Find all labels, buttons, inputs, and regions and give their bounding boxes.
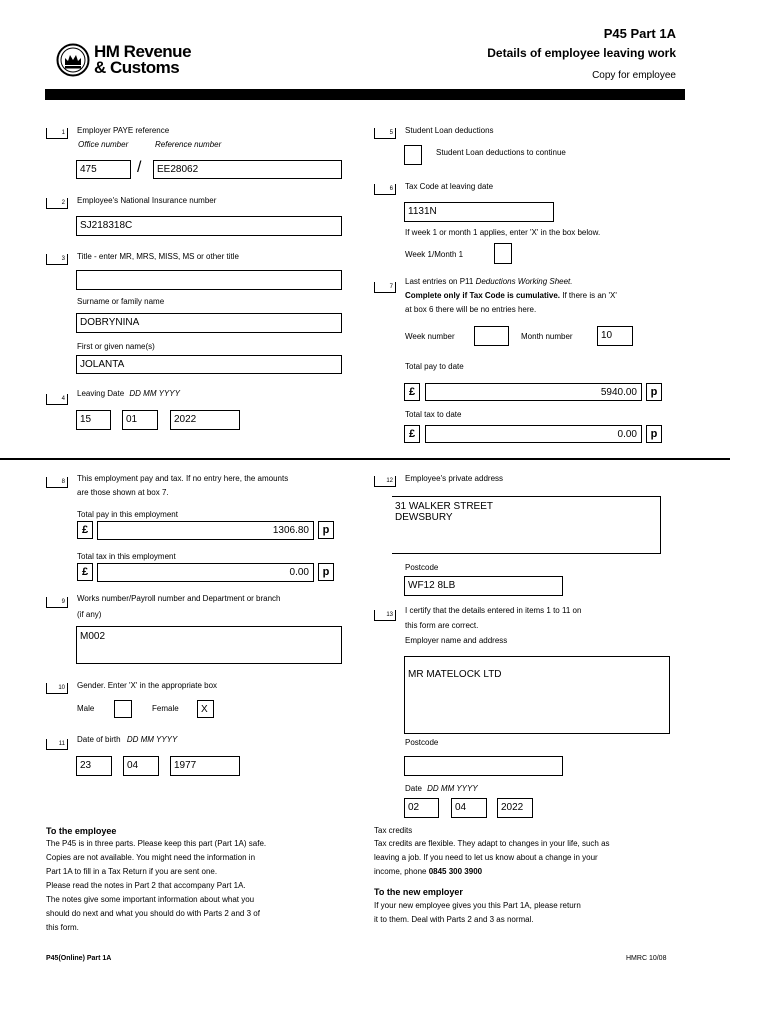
dob-text: Date of birth: [77, 735, 121, 744]
reference-number-label: Reference number: [155, 140, 222, 149]
employer-postcode-field[interactable]: [404, 756, 563, 776]
certify-year-field[interactable]: 2022: [497, 798, 533, 818]
box7-line1-a: Last entries on P11: [405, 277, 476, 286]
tax-credits-phone: 0845 300 3900: [428, 867, 483, 876]
tax-credits-heading: Tax credits: [374, 826, 413, 835]
month-number-field[interactable]: 10: [597, 326, 633, 346]
week1-month1-checkbox[interactable]: [494, 243, 512, 264]
box7-line1-b: Deductions Working Sheet.: [475, 277, 573, 286]
logo-line2: & Customs: [94, 58, 180, 77]
box-number-3: 3: [46, 254, 68, 265]
tax-to-date-pence: p: [646, 425, 662, 443]
total-tax-to-date-label: Total tax to date: [405, 410, 462, 419]
dob-label: [77, 735, 177, 745]
week-number-field[interactable]: [474, 326, 509, 346]
box-number-4: 4: [46, 394, 68, 405]
box9-line1: Works number/Payroll number and Department or branch: [77, 594, 281, 603]
student-loan-checkbox[interactable]: [404, 145, 422, 165]
week1-note: If week 1 or month 1 applies, enter 'X' in the box below.: [405, 228, 601, 237]
total-pay-to-date-label: Total pay to date: [405, 362, 464, 371]
hmrc-logo: [56, 43, 206, 79]
leaving-date-text: Leaving Date: [77, 389, 125, 398]
to-employee-line: The notes give some important information about what you: [46, 895, 255, 904]
ni-number-field[interactable]: SJ218318C: [76, 216, 342, 236]
box-number-7: 7: [374, 282, 396, 293]
leaving-date-format: DD MM YYYY: [129, 389, 180, 398]
ni-number-label: Employee's National Insurance number: [77, 196, 217, 205]
box-number-1: 1: [46, 128, 68, 139]
female-label: Female: [152, 704, 179, 713]
tax-credits-line: income, phone 0845 300 3900: [374, 867, 483, 876]
certify-date-text: Date: [405, 784, 422, 793]
pay-to-date-pence: p: [646, 383, 662, 401]
address-postcode-label: Postcode: [405, 563, 439, 572]
total-tax-employment-field[interactable]: 0.00: [97, 563, 314, 582]
total-pay-employment-label: Total pay in this employment: [77, 510, 178, 519]
to-employee-line: Part 1A to fill in a Tax Return if you are sent one.: [46, 867, 218, 876]
tax-to-date-currency: £: [404, 425, 420, 443]
week1-month1-label: Week 1/Month 1: [405, 250, 464, 259]
form-subtitle: Details of employee leaving work: [487, 46, 676, 60]
box7-line2-a: Complete only if Tax Code is cumulative.: [405, 291, 560, 300]
payroll-number-field[interactable]: M002: [76, 626, 342, 664]
title-field[interactable]: [76, 270, 342, 290]
employer-paye-label: Employer PAYE reference: [77, 126, 170, 135]
to-employee-line: this form.: [46, 923, 79, 932]
to-employee-heading: To the employee: [46, 826, 117, 836]
total-pay-to-date-field[interactable]: 5940.00: [425, 383, 642, 401]
leaving-date-label: [77, 389, 180, 399]
tax-credits-text: [374, 837, 714, 879]
leaving-month-field[interactable]: 01: [122, 410, 158, 430]
certify-date-label: [405, 784, 478, 794]
box-number-6: 6: [374, 184, 396, 195]
pay-employment-pence: p: [318, 521, 334, 539]
office-number-label: Office number: [78, 140, 129, 149]
crown-crest-icon: [56, 43, 90, 77]
private-address-field[interactable]: 31 WALKER STREET DEWSBURY: [392, 496, 661, 554]
to-employee-text: [46, 837, 356, 935]
office-number-field[interactable]: 475: [76, 160, 131, 179]
surname-field[interactable]: DOBRYNINA: [76, 313, 342, 333]
box7-line1: [405, 277, 573, 287]
box8-line2: are those shown at box 7.: [77, 488, 169, 497]
month-number-label: Month number: [521, 332, 573, 341]
dob-year-field[interactable]: 1977: [170, 756, 240, 776]
private-address-label: Employee's private address: [405, 474, 504, 483]
reference-number-field[interactable]: EE28062: [153, 160, 342, 179]
form-title: P45 Part 1A: [603, 26, 676, 41]
surname-label: Surname or family name: [77, 297, 165, 306]
leaving-day-field[interactable]: 15: [76, 410, 111, 430]
footer-form-ref: P45(Online) Part 1A: [46, 955, 112, 962]
address-postcode-field[interactable]: WF12 8LB: [404, 576, 563, 596]
certify-day-field[interactable]: 02: [404, 798, 439, 818]
male-label: Male: [77, 704, 95, 713]
box-number-13: 13: [374, 610, 396, 621]
student-loan-label: Student Loan deductions: [405, 126, 494, 135]
box7-line2: [405, 291, 617, 301]
footer-version: HMRC 10/08: [626, 955, 667, 962]
box7-line3: at box 6 there will be no entries here.: [405, 305, 537, 314]
total-tax-to-date-field[interactable]: 0.00: [425, 425, 642, 443]
first-name-label: First or given name(s): [77, 342, 155, 351]
employer-postcode-label: Postcode: [405, 738, 439, 747]
paye-separator: /: [137, 159, 142, 176]
box13-line2: this form are correct.: [405, 621, 479, 630]
box-number-5: 5: [374, 128, 396, 139]
gender-label: Gender. Enter 'X' in the appropriate box: [77, 681, 218, 690]
pay-employment-currency: £: [77, 521, 93, 539]
leaving-year-field[interactable]: 2022: [170, 410, 240, 430]
box8-line1: This employment pay and tax. If no entry here, the amounts: [77, 474, 289, 483]
to-employee-line: Copies are not available. You might need the information in: [46, 853, 256, 862]
to-employee-line: Please read the notes in Part 2 that accompany Part 1A.: [46, 881, 246, 890]
box-number-9: 9: [46, 597, 68, 608]
employer-name-address-field[interactable]: MR MATELOCK LTD: [404, 656, 670, 734]
dob-format: DD MM YYYY: [126, 735, 178, 744]
header-bar: [45, 89, 685, 100]
tax-employment-pence: p: [318, 563, 334, 581]
title-label: Title - enter MR, MRS, MISS, MS or other title: [77, 252, 239, 261]
tax-credits-line: Tax credits are flexible. They adapt to changes in your life, such as: [374, 839, 610, 848]
total-pay-employment-field[interactable]: 1306.80: [97, 521, 314, 540]
certify-month-field[interactable]: 04: [451, 798, 487, 818]
female-checkbox[interactable]: X: [197, 700, 214, 718]
pay-to-date-currency: £: [404, 383, 420, 401]
certify-date-format: DD MM YYYY: [427, 784, 478, 793]
dob-day-field[interactable]: 23: [76, 756, 112, 776]
section-divider: [0, 458, 730, 460]
tax-employment-currency: £: [77, 563, 93, 581]
to-employee-line: The P45 is in three parts. Please keep this part (Part 1A) safe.: [46, 839, 267, 848]
total-tax-employment-label: Total tax in this employment: [77, 552, 176, 561]
first-name-field[interactable]: JOLANTA: [76, 355, 342, 374]
copy-label: Copy for employee: [592, 70, 676, 81]
male-checkbox[interactable]: [114, 700, 132, 718]
box-number-12: 12: [374, 476, 396, 487]
student-loan-continue-label: Student Loan deductions to continue: [436, 148, 566, 157]
tax-credits-line: leaving a job. If you need to let us know about a change in your: [374, 853, 598, 862]
box7-line2-b: If there is an 'X': [560, 291, 617, 300]
dob-month-field[interactable]: 04: [123, 756, 159, 776]
box-number-11: 11: [46, 739, 68, 750]
tax-code-field[interactable]: 1131N: [404, 202, 554, 222]
tax-code-label: Tax Code at leaving date: [405, 182, 494, 191]
to-new-employer-line: it to them. Deal with Parts 2 and 3 as normal.: [374, 915, 534, 924]
box-number-8: 8: [46, 477, 68, 488]
to-new-employer-line: If your new employee gives you this Part 1A, please return: [374, 901, 581, 910]
box-number-10: 10: [46, 683, 68, 694]
box13-line1: I certify that the details entered in items 1 to 11 on: [405, 606, 582, 615]
logo-line1: HM Revenue: [94, 42, 192, 61]
to-new-employer-text: [374, 899, 714, 927]
box-number-2: 2: [46, 198, 68, 209]
to-employee-line: should do next and what you should do with Parts 2 and 3 of: [46, 909, 260, 918]
box9-line2: (if any): [77, 610, 102, 619]
week-number-label: Week number: [405, 332, 455, 341]
to-new-employer-heading: To the new employer: [374, 887, 463, 897]
employer-name-label: Employer name and address: [405, 636, 508, 645]
